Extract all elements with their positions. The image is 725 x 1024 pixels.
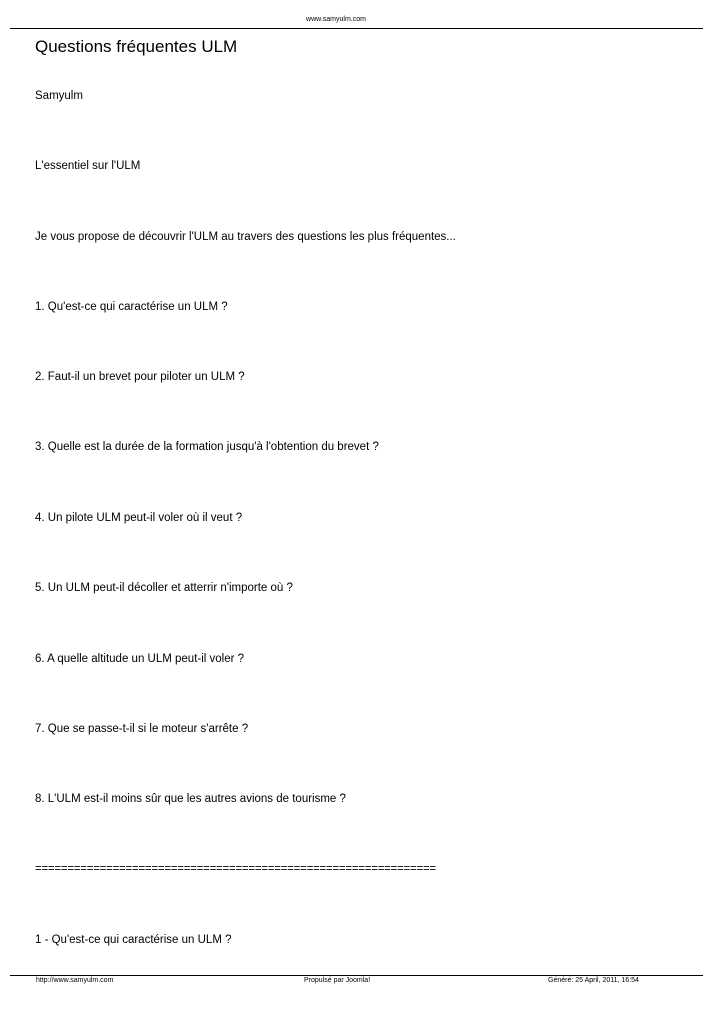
- question-item: 6. A quelle altitude un ULM peut-il voler ?: [35, 653, 245, 665]
- header-divider: [10, 28, 703, 29]
- footer-generated-date: Généré: 25 April, 2011, 16:54: [548, 977, 639, 984]
- footer-powered-by: Propulsé par Joomla!: [304, 977, 371, 984]
- answer-heading: 1 - Qu'est-ce qui caractérise un ULM ?: [35, 934, 232, 946]
- page-header-site: www.samyulm.com: [306, 16, 366, 23]
- footer-divider: [10, 975, 703, 976]
- question-item: 4. Un pilote ULM peut-il voler où il veut ?: [35, 512, 243, 524]
- question-item: 3. Quelle est la durée de la formation jusqu'à l'obtention du brevet ?: [35, 441, 379, 453]
- question-item: 5. Un ULM peut-il décoller et atterrir n'importe où ?: [35, 582, 293, 594]
- section-separator: ==============================================================: [35, 863, 436, 875]
- article-subtitle: L'essentiel sur l'ULM: [35, 160, 141, 172]
- intro-paragraph: Je vous propose de découvrir l'ULM au travers des questions les plus fréquentes...: [35, 231, 456, 243]
- question-item: 2. Faut-il un brevet pour piloter un ULM ?: [35, 371, 245, 383]
- question-item: 8. L'ULM est-il moins sûr que les autres avions de tourisme ?: [35, 793, 346, 805]
- question-item: 1. Qu'est-ce qui caractérise un ULM ?: [35, 301, 228, 313]
- author-name: Samyulm: [35, 90, 83, 102]
- question-item: 7. Que se passe-t-il si le moteur s'arrête ?: [35, 723, 249, 735]
- page-title: Questions fréquentes ULM: [35, 37, 238, 56]
- footer-url: http://www.samyulm.com: [36, 977, 114, 984]
